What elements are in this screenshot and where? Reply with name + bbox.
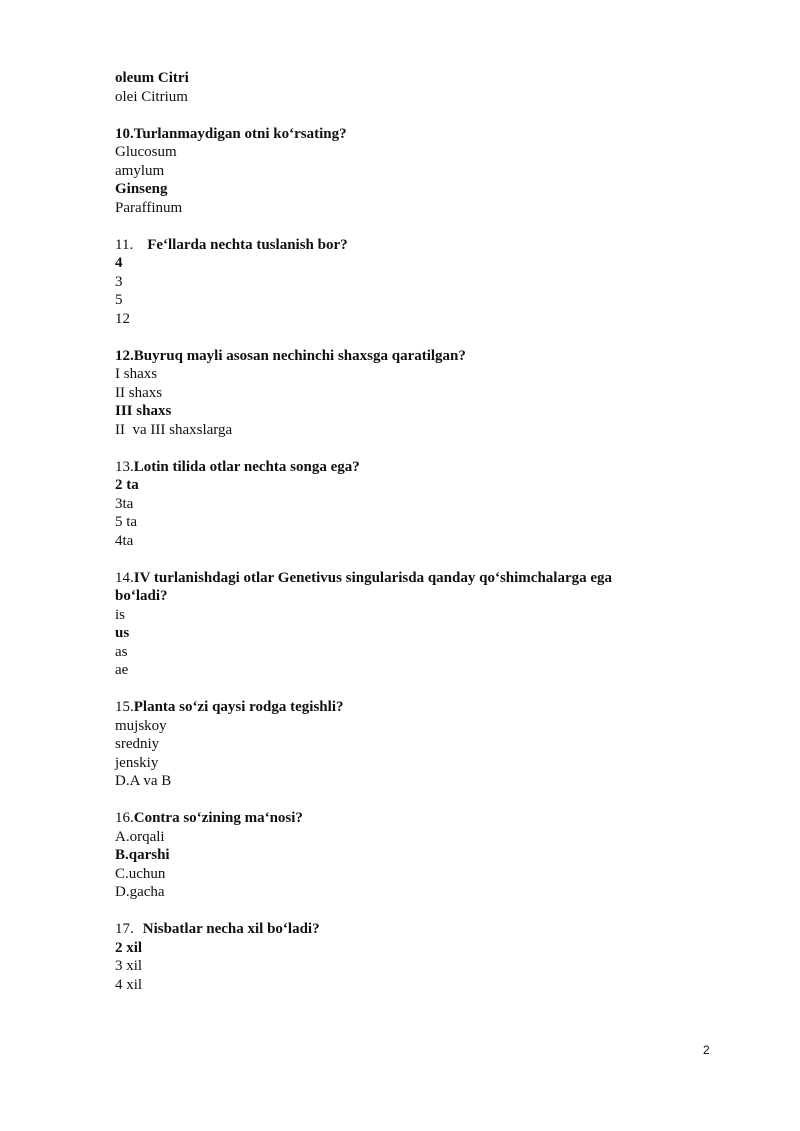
question-number: 10. <box>115 125 134 142</box>
answer-option: mujskoy <box>115 717 167 734</box>
intro-title: oleum Citri <box>115 70 189 86</box>
question-block <box>115 236 715 329</box>
answer-option: Glucosum <box>115 144 177 160</box>
answer-option: 3 xil <box>115 958 143 974</box>
answer-option-correct: III shaxs <box>115 403 172 419</box>
answer-option: 3 <box>115 273 123 290</box>
document-page <box>115 69 715 994</box>
question-number: 12. <box>115 347 134 364</box>
answer-option: 4ta <box>115 532 134 549</box>
answer-option: jenskiy <box>115 754 159 771</box>
question-block <box>115 698 715 791</box>
question-number: 16. <box>115 810 134 826</box>
question-block <box>115 125 715 218</box>
question-text: Nisbatlar necha xil bo‘ladi? <box>142 921 320 937</box>
answer-option-correct: us <box>115 625 130 641</box>
question-text: IV turlanishdagi otlar Genetivus singularisda qanday qo‘shimchalarga ega bo‘ladi? <box>115 569 613 604</box>
page-number: 2 <box>703 1043 710 1057</box>
answer-option: ae <box>115 662 129 678</box>
answer-option: I shaxs <box>115 366 158 382</box>
answer-option: amylum <box>115 162 165 179</box>
answer-option: 5 ta <box>115 514 138 530</box>
answer-option: sredniy <box>115 736 160 752</box>
question-block <box>115 809 715 902</box>
question-text: Turlanmaydigan otni ko‘rsating? <box>133 125 347 142</box>
question-text: Fe‘llarda nechta tuslanish bor? <box>147 236 348 253</box>
answer-option: 4 xil <box>115 976 143 993</box>
answer-option: A.orqali <box>115 828 165 845</box>
answer-option: C.uchun <box>115 865 166 882</box>
answer-option: 3ta <box>115 495 134 512</box>
answer-option: as <box>115 643 128 660</box>
answer-option: Paraffinum <box>115 199 183 216</box>
question-block <box>115 569 715 680</box>
question-number: 13. <box>115 458 134 475</box>
answer-option-correct: 2 ta <box>115 477 139 493</box>
question-block <box>115 920 715 994</box>
answer-option: II shaxs <box>115 384 163 401</box>
question-block <box>115 347 715 440</box>
question-text: Lotin tilida otlar nechta songa ega? <box>133 458 360 475</box>
intro-answer: olei Citrium <box>115 88 188 105</box>
answer-option-correct: 4 <box>115 255 123 271</box>
question-number: 14. <box>115 569 134 586</box>
question-block <box>115 458 715 551</box>
answer-option: D.gacha <box>115 884 165 900</box>
answer-option: D.A va B <box>115 773 172 789</box>
answer-option: 5 <box>115 292 123 308</box>
question-text: Contra so‘zining ma‘nosi? <box>133 810 303 826</box>
answer-option-correct: B.qarshi <box>115 847 170 863</box>
answer-option-correct: 2 xil <box>115 939 143 956</box>
answer-option: II va III shaxslarga <box>115 421 233 438</box>
answer-option: is <box>115 606 126 623</box>
question-number: 11. <box>115 236 134 253</box>
question-number: 17. <box>115 921 134 937</box>
answer-option: 12 <box>115 310 130 327</box>
answer-option-correct: Ginseng <box>115 181 168 197</box>
question-number: 15. <box>115 699 134 715</box>
question-text: Buyruq mayli asosan nechinchi shaxsga qaratilgan? <box>133 347 466 364</box>
question-text: Planta so‘zi qaysi rodga tegishli? <box>133 699 344 715</box>
